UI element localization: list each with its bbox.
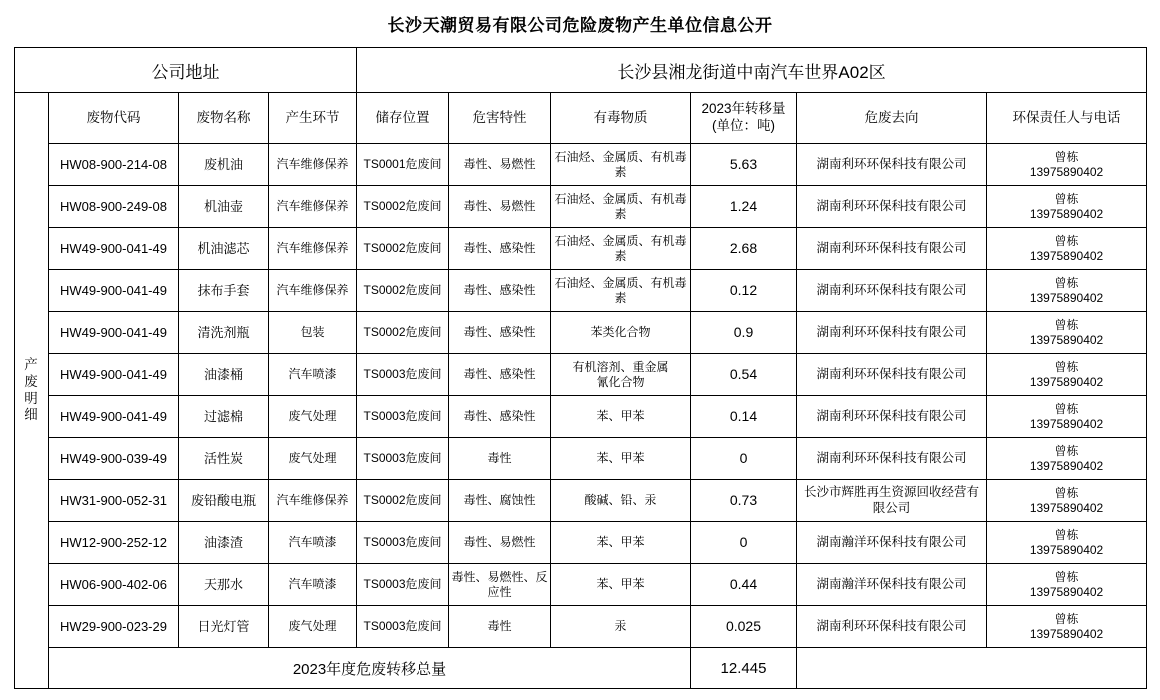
table-row bbox=[15, 186, 1147, 228]
cell-storage: TS0002危废间 bbox=[357, 270, 449, 312]
cell-person-name: 曾栋 bbox=[1054, 359, 1079, 374]
cell-stage: 汽车喷漆 bbox=[269, 564, 357, 606]
cell-hazard: 毒性、易燃性 bbox=[449, 144, 551, 186]
cell-amount: 5.63 bbox=[691, 144, 797, 186]
table-row bbox=[15, 438, 1147, 480]
cell-storage: TS0002危废间 bbox=[357, 312, 449, 354]
cell-person-name: 曾栋 bbox=[1054, 149, 1079, 164]
cell-person-phone: 13975890402 bbox=[1029, 500, 1104, 515]
cell-stage: 废气处理 bbox=[269, 438, 357, 480]
cell-toxic: 汞 bbox=[551, 606, 691, 648]
page-title: 长沙天潮贸易有限公司危险废物产生单位信息公开 bbox=[387, 16, 773, 35]
cell-person bbox=[987, 270, 1147, 312]
section-label-char-1: 产 bbox=[24, 356, 39, 372]
cell-code: HW31-900-052-31 bbox=[49, 480, 179, 522]
cell-amount: 0.12 bbox=[691, 270, 797, 312]
cell-toxic: 苯、甲苯 bbox=[551, 396, 691, 438]
cell-person bbox=[987, 312, 1147, 354]
cell-destination: 湖南瀚洋环保科技有限公司 bbox=[797, 522, 987, 564]
cell-code: HW49-900-041-49 bbox=[49, 312, 179, 354]
cell-code: HW49-900-041-49 bbox=[49, 396, 179, 438]
address-value: 长沙县湘龙街道中南汽车世界A02区 bbox=[357, 48, 1147, 93]
cell-storage: TS0002危废间 bbox=[357, 480, 449, 522]
cell-person-phone: 13975890402 bbox=[1029, 584, 1104, 599]
column-header-name: 废物名称 bbox=[179, 93, 269, 144]
column-header-storage: 储存位置 bbox=[357, 93, 449, 144]
cell-toxic: 苯、甲苯 bbox=[551, 438, 691, 480]
cell-stage: 废气处理 bbox=[269, 396, 357, 438]
table-row bbox=[15, 396, 1147, 438]
table-row bbox=[15, 144, 1147, 186]
cell-code: HW49-900-041-49 bbox=[49, 354, 179, 396]
cell-amount: 0 bbox=[691, 522, 797, 564]
cell-person bbox=[987, 438, 1147, 480]
cell-toxic: 石油烃、金属质、有机毒素 bbox=[551, 228, 691, 270]
cell-code: HW49-900-039-49 bbox=[49, 438, 179, 480]
total-row bbox=[15, 648, 1147, 689]
cell-toxic: 石油烃、金属质、有机毒素 bbox=[551, 186, 691, 228]
cell-toxic bbox=[551, 354, 691, 396]
table-row bbox=[15, 312, 1147, 354]
cell-destination: 湖南瀚洋环保科技有限公司 bbox=[797, 564, 987, 606]
cell-person bbox=[987, 186, 1147, 228]
cell-amount: 2.68 bbox=[691, 228, 797, 270]
table-row bbox=[15, 270, 1147, 312]
cell-person bbox=[987, 480, 1147, 522]
section-label bbox=[15, 93, 49, 689]
cell-name: 活性炭 bbox=[179, 438, 269, 480]
cell-code: HW08-900-214-08 bbox=[49, 144, 179, 186]
table-row bbox=[15, 564, 1147, 606]
cell-person-phone: 13975890402 bbox=[1029, 626, 1104, 641]
cell-person bbox=[987, 564, 1147, 606]
column-header-code: 废物代码 bbox=[49, 93, 179, 144]
cell-toxic: 石油烃、金属质、有机毒素 bbox=[551, 144, 691, 186]
cell-toxic: 石油烃、金属质、有机毒素 bbox=[551, 270, 691, 312]
column-header-toxic: 有毒物质 bbox=[551, 93, 691, 144]
cell-storage: TS0001危废间 bbox=[357, 144, 449, 186]
cell-amount: 0 bbox=[691, 438, 797, 480]
column-header-amount-line1: 2023年转移量 bbox=[701, 101, 786, 117]
total-value: 12.445 bbox=[691, 648, 797, 689]
table-header-row bbox=[15, 93, 1147, 144]
table-row bbox=[15, 228, 1147, 270]
cell-person bbox=[987, 228, 1147, 270]
cell-person-phone: 13975890402 bbox=[1029, 332, 1104, 347]
cell-destination: 湖南利环环保科技有限公司 bbox=[797, 354, 987, 396]
cell-toxic: 苯、甲苯 bbox=[551, 564, 691, 606]
cell-storage: TS0003危废间 bbox=[357, 564, 449, 606]
cell-hazard: 毒性、易燃性、反应性 bbox=[449, 564, 551, 606]
cell-toxic: 苯类化合物 bbox=[551, 312, 691, 354]
cell-stage: 汽车维修保养 bbox=[269, 228, 357, 270]
cell-person-name: 曾栋 bbox=[1054, 233, 1079, 248]
cell-name: 机油壶 bbox=[179, 186, 269, 228]
cell-toxic-line1: 有机溶剂、重金属 bbox=[572, 359, 669, 374]
cell-stage: 汽车喷漆 bbox=[269, 354, 357, 396]
cell-hazard: 毒性、感染性 bbox=[449, 228, 551, 270]
cell-person bbox=[987, 144, 1147, 186]
cell-person-name: 曾栋 bbox=[1054, 443, 1079, 458]
cell-stage: 汽车喷漆 bbox=[269, 522, 357, 564]
cell-person-phone: 13975890402 bbox=[1029, 458, 1104, 473]
cell-amount: 0.73 bbox=[691, 480, 797, 522]
cell-code: HW49-900-041-49 bbox=[49, 228, 179, 270]
cell-code: HW12-900-252-12 bbox=[49, 522, 179, 564]
cell-destination: 湖南利环环保科技有限公司 bbox=[797, 186, 987, 228]
address-label: 公司地址 bbox=[15, 48, 357, 93]
cell-stage: 汽车维修保养 bbox=[269, 186, 357, 228]
cell-person bbox=[987, 606, 1147, 648]
cell-hazard: 毒性、感染性 bbox=[449, 270, 551, 312]
cell-name: 过滤棉 bbox=[179, 396, 269, 438]
cell-code: HW06-900-402-06 bbox=[49, 564, 179, 606]
cell-destination: 湖南利环环保科技有限公司 bbox=[797, 438, 987, 480]
total-label: 2023年度危废转移总量 bbox=[49, 648, 691, 689]
cell-name: 废铅酸电瓶 bbox=[179, 480, 269, 522]
cell-person-name: 曾栋 bbox=[1054, 527, 1079, 542]
cell-stage: 汽车维修保养 bbox=[269, 270, 357, 312]
cell-destination: 湖南利环环保科技有限公司 bbox=[797, 606, 987, 648]
cell-code: HW08-900-249-08 bbox=[49, 186, 179, 228]
cell-storage: TS0002危废间 bbox=[357, 228, 449, 270]
cell-code: HW29-900-023-29 bbox=[49, 606, 179, 648]
cell-person-name: 曾栋 bbox=[1054, 401, 1079, 416]
cell-toxic-line2: 氰化合物 bbox=[596, 374, 645, 389]
cell-hazard: 毒性、易燃性 bbox=[449, 186, 551, 228]
cell-toxic: 苯、甲苯 bbox=[551, 522, 691, 564]
cell-code: HW49-900-041-49 bbox=[49, 270, 179, 312]
cell-destination: 湖南利环环保科技有限公司 bbox=[797, 396, 987, 438]
table-row bbox=[15, 522, 1147, 564]
cell-storage: TS0003危废间 bbox=[357, 438, 449, 480]
cell-destination: 长沙市辉胜再生资源回收经营有限公司 bbox=[797, 480, 987, 522]
cell-storage: TS0003危废间 bbox=[357, 354, 449, 396]
cell-person-name: 曾栋 bbox=[1054, 569, 1079, 584]
section-label-char-4: 细 bbox=[24, 407, 39, 423]
cell-person bbox=[987, 396, 1147, 438]
cell-name: 抹布手套 bbox=[179, 270, 269, 312]
cell-destination: 湖南利环环保科技有限公司 bbox=[797, 144, 987, 186]
cell-stage: 汽车维修保养 bbox=[269, 144, 357, 186]
cell-amount: 0.9 bbox=[691, 312, 797, 354]
cell-person-phone: 13975890402 bbox=[1029, 164, 1104, 179]
cell-person-phone: 13975890402 bbox=[1029, 374, 1104, 389]
cell-storage: TS0003危废间 bbox=[357, 396, 449, 438]
cell-person-phone: 13975890402 bbox=[1029, 290, 1104, 305]
cell-amount: 0.54 bbox=[691, 354, 797, 396]
cell-hazard: 毒性、感染性 bbox=[449, 354, 551, 396]
column-header-amount-line2: (单位：吨) bbox=[712, 118, 775, 133]
table-row bbox=[15, 606, 1147, 648]
cell-name: 机油滤芯 bbox=[179, 228, 269, 270]
cell-hazard: 毒性、感染性 bbox=[449, 396, 551, 438]
column-header-destination: 危废去向 bbox=[797, 93, 987, 144]
table-row bbox=[15, 480, 1147, 522]
column-header-person: 环保责任人与电话 bbox=[987, 93, 1147, 144]
cell-hazard: 毒性、腐蚀性 bbox=[449, 480, 551, 522]
section-label-char-2: 废 bbox=[24, 373, 39, 389]
column-header-amount bbox=[691, 93, 797, 144]
cell-amount: 1.24 bbox=[691, 186, 797, 228]
cell-hazard: 毒性 bbox=[449, 438, 551, 480]
cell-person-phone: 13975890402 bbox=[1029, 416, 1104, 431]
cell-destination: 湖南利环环保科技有限公司 bbox=[797, 312, 987, 354]
cell-amount: 0.14 bbox=[691, 396, 797, 438]
section-label-char-3: 明 bbox=[24, 390, 39, 406]
cell-amount: 0.025 bbox=[691, 606, 797, 648]
cell-person-phone: 13975890402 bbox=[1029, 542, 1104, 557]
cell-storage: TS0003危废间 bbox=[357, 606, 449, 648]
cell-name: 日光灯管 bbox=[179, 606, 269, 648]
cell-name: 天那水 bbox=[179, 564, 269, 606]
cell-hazard: 毒性、易燃性 bbox=[449, 522, 551, 564]
cell-name: 油漆桶 bbox=[179, 354, 269, 396]
cell-person bbox=[987, 522, 1147, 564]
address-row bbox=[15, 48, 1147, 93]
cell-destination: 湖南利环环保科技有限公司 bbox=[797, 228, 987, 270]
cell-name: 油漆渣 bbox=[179, 522, 269, 564]
column-header-hazard: 危害特性 bbox=[449, 93, 551, 144]
cell-stage: 废气处理 bbox=[269, 606, 357, 648]
cell-person-name: 曾栋 bbox=[1054, 611, 1079, 626]
cell-hazard: 毒性 bbox=[449, 606, 551, 648]
cell-person-name: 曾栋 bbox=[1054, 275, 1079, 290]
cell-destination: 湖南利环环保科技有限公司 bbox=[797, 270, 987, 312]
cell-name: 清洗剂瓶 bbox=[179, 312, 269, 354]
cell-person-name: 曾栋 bbox=[1054, 191, 1079, 206]
cell-storage: TS0002危废间 bbox=[357, 186, 449, 228]
cell-person-phone: 13975890402 bbox=[1029, 248, 1104, 263]
cell-hazard: 毒性、感染性 bbox=[449, 312, 551, 354]
cell-stage: 包装 bbox=[269, 312, 357, 354]
column-header-stage: 产生环节 bbox=[269, 93, 357, 144]
cell-person-name: 曾栋 bbox=[1054, 485, 1079, 500]
waste-disclosure-table bbox=[14, 47, 1147, 689]
cell-amount: 0.44 bbox=[691, 564, 797, 606]
cell-storage: TS0003危废间 bbox=[357, 522, 449, 564]
total-blank bbox=[797, 648, 1147, 689]
cell-name: 废机油 bbox=[179, 144, 269, 186]
cell-person-name: 曾栋 bbox=[1054, 317, 1079, 332]
cell-stage: 汽车维修保养 bbox=[269, 480, 357, 522]
cell-person bbox=[987, 354, 1147, 396]
cell-toxic: 酸碱、铅、汞 bbox=[551, 480, 691, 522]
cell-person-phone: 13975890402 bbox=[1029, 206, 1104, 221]
table-row bbox=[15, 354, 1147, 396]
